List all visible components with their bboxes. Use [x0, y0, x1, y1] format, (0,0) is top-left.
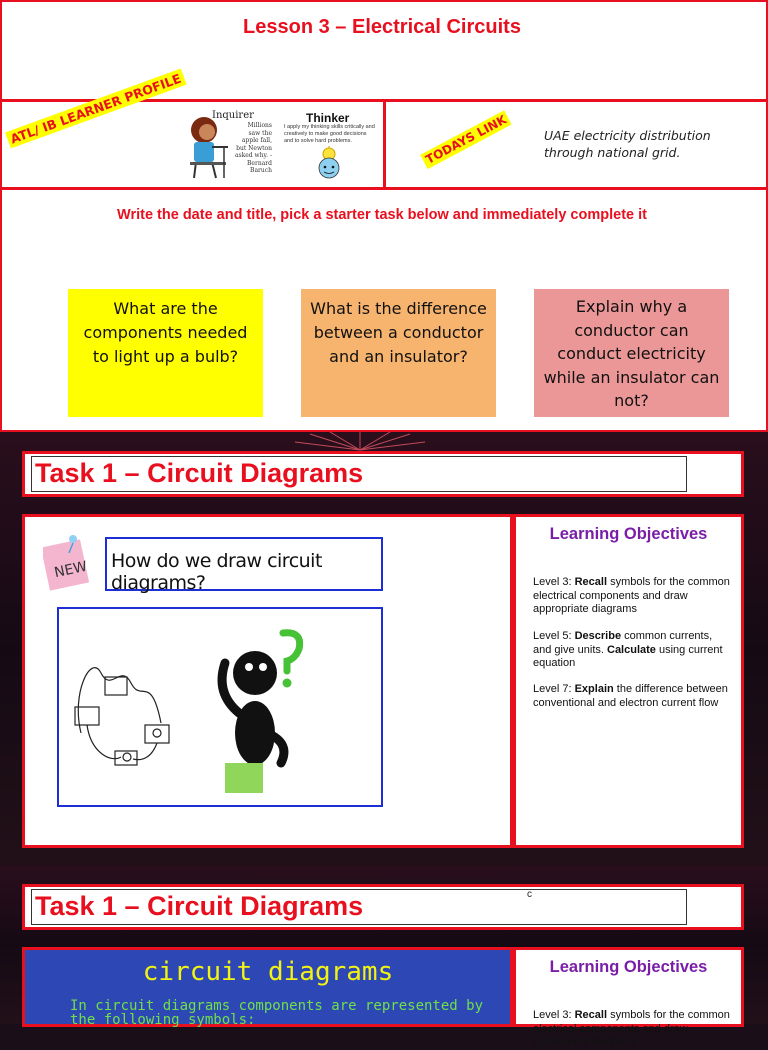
inquirer-quote: Millions saw the apple fall, but Newton asked why. -Bernard Baruch	[234, 122, 272, 174]
task1-title: Task 1 – Circuit Diagrams	[35, 458, 364, 488]
fireworks-icon	[290, 432, 430, 452]
thinking-figure-icon	[205, 623, 315, 793]
inquirer-title: Inquirer	[212, 110, 254, 121]
learning-objectives-title: Learning Objectives	[549, 525, 708, 543]
inquirer-icon	[186, 112, 236, 180]
learning-objectives-panel-repeat	[513, 947, 744, 1048]
objective-level-5: Level 5: Describe common currents, and give units. Calculate using current equation	[533, 630, 723, 669]
starter-card-explain[interactable]: Explain why a conductor can conduct electricity while an insulator can not?	[534, 289, 729, 417]
row-divider	[383, 102, 386, 190]
circuit-diagrams-panel	[26, 953, 510, 1028]
objective-level-3: Level 3: Recall symbols for the common electrical components and draw appropriate diagrams	[533, 576, 730, 615]
task1-title-repeat: Task 1 – Circuit Diagrams	[35, 891, 364, 921]
task1-header-repeat	[22, 884, 744, 930]
lesson-title: Lesson 3 – Electrical Circuits	[243, 16, 521, 38]
starter-card-components[interactable]: What are the components needed to light up a bulb?	[68, 289, 263, 417]
todays-link-label: TODAYS LINK	[420, 110, 512, 169]
thinker-text: I apply my thinking skills critically and creatively to make good decisions and to solve hard problems.	[284, 124, 375, 144]
objective-level-3-repeat: Level 3: Recall symbols for the common electrical components and draw appropriate diagrams	[533, 1009, 730, 1048]
thinker-bulb-icon	[312, 146, 346, 180]
small-mark: c	[527, 889, 532, 900]
starter-card-conductor-insulator[interactable]: What is the difference between a conductor and an insulator?	[301, 289, 496, 417]
learning-objectives-title-repeat: Learning Objectives	[549, 958, 708, 976]
circuit-diagrams-text: In circuit diagrams components are represented by the following symbols:	[70, 998, 484, 1028]
circuit-sketch-icon	[71, 633, 181, 773]
todays-link-text: UAE electricity distribution through national grid.	[544, 128, 711, 160]
atl-ib-learner-profile-label: ATL/ IB LEARNER PROFILE	[5, 69, 186, 149]
task1-content-panel	[22, 514, 513, 848]
new-note-icon	[43, 533, 89, 591]
question-box: How do we draw circuit diagrams?	[105, 537, 383, 591]
circuit-image-frame	[57, 607, 383, 807]
starter-instruction: Write the date and title, pick a starter task below and immediately complete it	[117, 207, 647, 223]
new-badge-text: NEW	[52, 558, 89, 582]
circuit-diagrams-title: circuit diagrams	[142, 957, 394, 987]
thinker-title: Thinker	[306, 111, 350, 125]
learning-objectives-panel	[513, 514, 744, 848]
task1-header	[22, 451, 744, 497]
objective-level-7: Level 7: Explain the difference between conventional and electron current flow	[533, 683, 728, 709]
